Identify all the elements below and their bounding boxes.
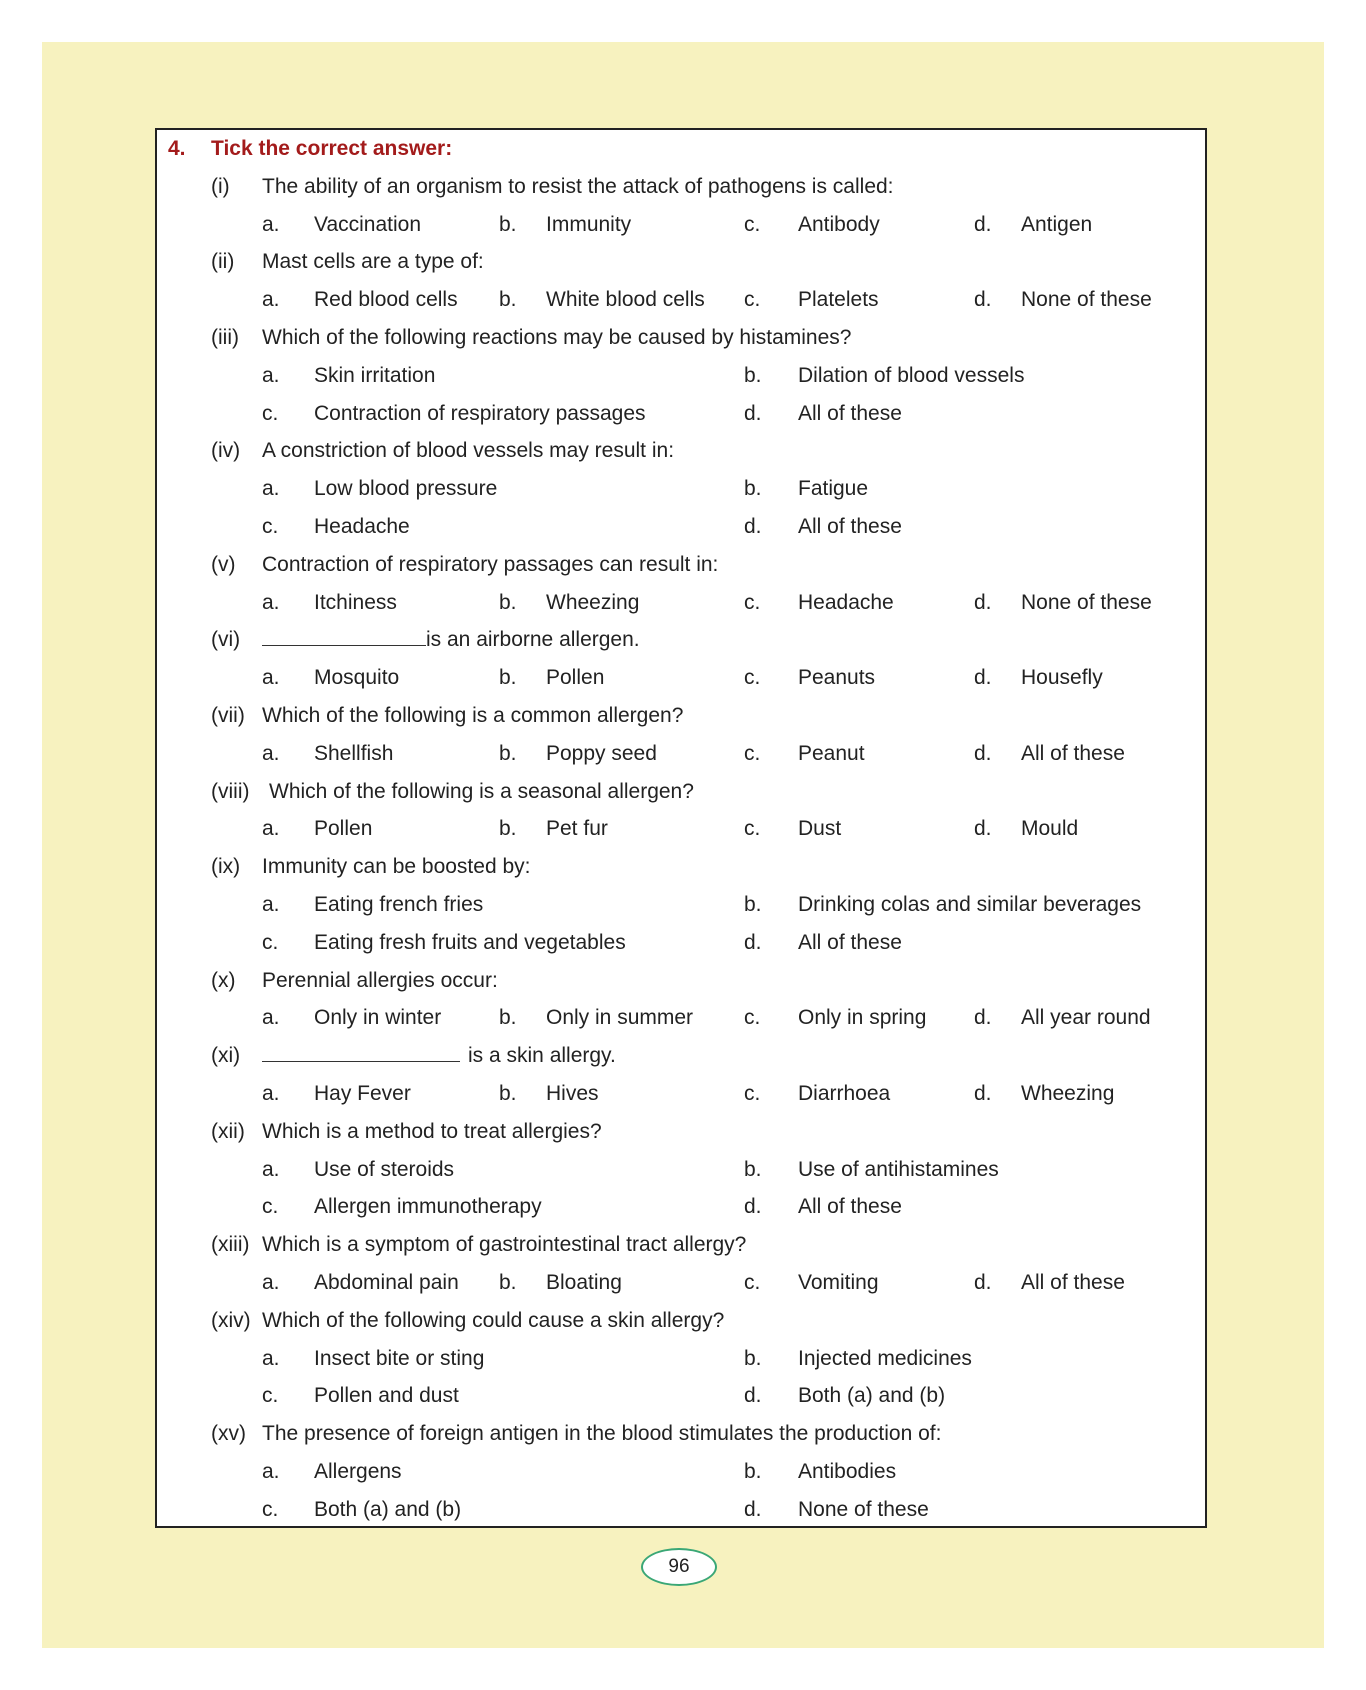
options-row <box>157 395 1205 433</box>
page-number: 96 <box>641 1548 717 1586</box>
option-letter: c. <box>744 590 761 614</box>
option-letter: d. <box>744 1497 762 1521</box>
question-number: (xi) <box>211 1044 241 1068</box>
option-letter: c. <box>744 741 761 765</box>
option-letter: a. <box>262 477 280 501</box>
options-row <box>157 659 1205 697</box>
option-letter: c. <box>744 1006 761 1030</box>
option-d[interactable]: Both (a) and (b) <box>798 1384 946 1408</box>
question-number: (iv) <box>211 439 241 463</box>
options-row <box>157 886 1205 924</box>
question-text: Which of the following could cause a skin allergy? <box>262 1308 725 1332</box>
question-text: is an airborne allergen. <box>426 628 640 652</box>
options-row <box>157 924 1205 962</box>
option-letter: c. <box>744 1271 761 1294</box>
question-8 <box>157 773 1205 811</box>
option-d[interactable]: None of these <box>1021 288 1152 312</box>
option-b[interactable]: Drinking colas and similar beverages <box>798 893 1142 916</box>
question-14 <box>157 1302 1205 1340</box>
option-a[interactable]: Shellfish <box>314 741 394 765</box>
option-a[interactable]: Allergens <box>314 1460 402 1483</box>
question-text: Which of the following is a seasonal allergen? <box>269 779 694 803</box>
options-row <box>157 357 1205 395</box>
option-letter: c. <box>262 401 279 425</box>
question-text: Immunity can be boosted by: <box>262 855 531 879</box>
option-a[interactable]: Insect bite or sting <box>314 1346 485 1370</box>
option-letter: d. <box>744 1384 762 1408</box>
option-b[interactable]: Fatigue <box>798 477 869 501</box>
question-number: (ix) <box>211 855 241 879</box>
options-row <box>157 1377 1205 1415</box>
option-letter: c. <box>262 1497 279 1521</box>
option-letter: b. <box>499 1006 517 1030</box>
question-text: The ability of an organism to resist the attack of pathogens is called: <box>262 174 894 198</box>
exercise-heading <box>157 130 1205 168</box>
question-text: Which is a symptom of gastrointestinal tract allergy? <box>262 1233 747 1257</box>
option-letter: b. <box>499 741 517 765</box>
options-row <box>157 206 1205 244</box>
option-d[interactable]: None of these <box>1021 590 1152 614</box>
options-row <box>157 810 1205 848</box>
options-row <box>157 999 1205 1037</box>
option-b[interactable]: Dilation of blood vessels <box>798 363 1025 387</box>
question-number: (iii) <box>211 326 239 349</box>
option-c[interactable]: Dust <box>798 817 842 841</box>
question-15 <box>157 1415 1205 1453</box>
option-b[interactable]: Only in summer <box>546 1006 694 1030</box>
option-a[interactable]: Hay Fever <box>314 1082 411 1105</box>
question-text-with-blank <box>262 1037 616 1075</box>
option-letter: a. <box>262 1271 280 1294</box>
option-letter: a. <box>262 590 280 614</box>
option-b[interactable]: White blood cells <box>546 288 705 312</box>
option-c[interactable]: Headache <box>314 515 410 538</box>
option-a[interactable]: Itchiness <box>314 590 397 614</box>
question-3 <box>157 319 1205 357</box>
answer-blank[interactable] <box>262 623 426 646</box>
option-b[interactable]: Use of antihistamines <box>798 1157 999 1181</box>
question-text: is a skin allergy. <box>468 1044 616 1068</box>
option-letter: b. <box>744 1157 762 1181</box>
option-letter: a. <box>262 212 280 236</box>
option-a[interactable]: Abdominal pain <box>314 1271 459 1294</box>
option-letter: d. <box>744 930 762 954</box>
question-text: A constriction of blood vessels may result in: <box>262 439 675 463</box>
option-letter: b. <box>499 1082 517 1105</box>
question-7 <box>157 697 1205 735</box>
option-letter: b. <box>744 477 762 501</box>
option-letter: b. <box>499 590 517 614</box>
option-letter: a. <box>262 1346 280 1370</box>
options-row <box>157 1340 1205 1378</box>
option-letter: a. <box>262 1157 280 1181</box>
option-letter: c. <box>744 212 761 236</box>
option-d[interactable]: Wheezing <box>1021 1082 1115 1105</box>
option-letter: c. <box>744 666 761 690</box>
option-letter: c. <box>744 288 761 312</box>
question-number: (i) <box>211 174 230 198</box>
option-letter: d. <box>974 590 992 614</box>
option-letter: a. <box>262 1460 280 1483</box>
option-c[interactable]: Both (a) and (b) <box>314 1497 462 1521</box>
options-row <box>157 1188 1205 1226</box>
question-text: Mast cells are a type of: <box>262 250 484 274</box>
exercise-box <box>155 128 1207 1528</box>
option-letter: c. <box>744 817 761 841</box>
question-13 <box>157 1226 1205 1264</box>
option-d[interactable]: All year round <box>1021 1006 1151 1030</box>
question-4 <box>157 432 1205 470</box>
option-letter: d. <box>974 1271 992 1294</box>
question-6 <box>157 621 1205 659</box>
question-number: (x) <box>211 968 236 992</box>
question-number: (ii) <box>211 250 235 274</box>
option-letter: b. <box>744 1460 762 1483</box>
option-letter: b. <box>744 893 762 916</box>
question-text: The presence of foreign antigen in the blood stimulates the production of: <box>262 1422 942 1446</box>
options-row <box>157 584 1205 622</box>
options-row <box>157 281 1205 319</box>
option-letter: a. <box>262 741 280 765</box>
options-row <box>157 1453 1205 1491</box>
option-d[interactable]: All of these <box>798 515 902 538</box>
question-number: (xv) <box>211 1422 246 1446</box>
question-number: (viii) <box>211 779 250 803</box>
option-b[interactable]: Injected medicines <box>798 1346 972 1370</box>
option-letter: d. <box>744 1195 762 1219</box>
question-12 <box>157 1113 1205 1151</box>
option-letter: b. <box>744 363 762 387</box>
option-letter: b. <box>499 288 517 312</box>
option-a[interactable]: Red blood cells <box>314 288 458 312</box>
question-text: Contraction of respiratory passages can result in: <box>262 552 719 576</box>
option-a[interactable]: Only in winter <box>314 1006 442 1030</box>
option-c[interactable]: Allergen immunotherapy <box>314 1195 542 1219</box>
option-d[interactable]: None of these <box>798 1497 929 1521</box>
options-row <box>157 470 1205 508</box>
option-letter: a. <box>262 1082 280 1105</box>
option-letter: a. <box>262 817 280 841</box>
question-5 <box>157 546 1205 584</box>
option-a[interactable]: Use of steroids <box>314 1157 455 1181</box>
option-a[interactable]: Mosquito <box>314 666 400 690</box>
option-letter: c. <box>262 1384 279 1408</box>
question-text: Which of the following reactions may be caused by histamines? <box>262 326 852 349</box>
option-b[interactable]: Immunity <box>546 212 632 236</box>
option-c[interactable]: Headache <box>798 590 894 614</box>
option-letter: a. <box>262 893 280 916</box>
option-a[interactable]: Vaccination <box>314 212 422 236</box>
option-c[interactable]: Pollen and dust <box>314 1384 459 1408</box>
option-letter: d. <box>744 401 762 425</box>
question-number: (xii) <box>211 1119 245 1143</box>
option-c[interactable]: Only in spring <box>798 1006 927 1030</box>
question-text: Which of the following is a common allergen? <box>262 704 684 727</box>
option-letter: b. <box>744 1346 762 1370</box>
option-letter: c. <box>262 515 279 538</box>
option-letter: b. <box>499 817 517 841</box>
option-d[interactable]: All of these <box>798 401 902 425</box>
question-2 <box>157 243 1205 281</box>
option-letter: d. <box>974 212 992 236</box>
options-row <box>157 1151 1205 1189</box>
question-10 <box>157 962 1205 1000</box>
option-b[interactable]: Poppy seed <box>546 741 657 765</box>
option-a[interactable]: Eating french fries <box>314 893 484 916</box>
option-b[interactable]: Pollen <box>546 666 605 690</box>
option-letter: a. <box>262 1006 280 1030</box>
option-d[interactable]: All of these <box>1021 1271 1125 1294</box>
option-letter: d. <box>974 288 992 312</box>
option-letter: c. <box>262 930 279 954</box>
option-letter: a. <box>262 666 280 690</box>
section-number: 4. <box>168 137 186 160</box>
options-row <box>157 508 1205 546</box>
option-d[interactable]: Mould <box>1021 817 1079 841</box>
option-b[interactable]: Bloating <box>546 1271 622 1294</box>
option-a[interactable]: Skin irritation <box>314 363 436 387</box>
question-11 <box>157 1037 1205 1075</box>
option-letter: b. <box>499 666 517 690</box>
option-c[interactable]: Peanuts <box>798 666 876 690</box>
options-row <box>157 735 1205 773</box>
question-1 <box>157 168 1205 206</box>
options-row <box>157 1075 1205 1113</box>
option-c[interactable]: Vomiting <box>798 1271 879 1294</box>
option-c[interactable]: Platelets <box>798 288 879 312</box>
option-letter: d. <box>974 1082 992 1105</box>
option-c[interactable]: Contraction of respiratory passages <box>314 401 646 425</box>
option-b[interactable]: Pet fur <box>546 817 608 841</box>
option-letter: a. <box>262 363 280 387</box>
option-letter: d. <box>974 666 992 690</box>
option-letter: d. <box>974 741 992 765</box>
option-letter: b. <box>499 1271 517 1294</box>
question-text: Perennial allergies occur: <box>262 968 498 992</box>
question-number: (vii) <box>211 704 245 727</box>
option-letter: b. <box>499 212 517 236</box>
question-number: (xiii) <box>211 1233 250 1257</box>
option-c[interactable]: Diarrhoea <box>798 1082 891 1105</box>
option-letter: d. <box>974 1006 992 1030</box>
option-d[interactable]: Antigen <box>1021 212 1093 236</box>
answer-blank[interactable] <box>262 1039 460 1062</box>
option-d[interactable]: All of these <box>1021 741 1125 765</box>
question-number: (xiv) <box>211 1308 251 1332</box>
option-letter: d. <box>744 515 762 538</box>
options-row <box>157 1264 1205 1302</box>
option-c[interactable]: Eating fresh fruits and vegetables <box>314 930 626 954</box>
question-number: (vi) <box>211 628 241 652</box>
option-a[interactable]: Low blood pressure <box>314 477 498 501</box>
option-a[interactable]: Pollen <box>314 817 373 841</box>
option-d[interactable]: All of these <box>798 1195 902 1219</box>
question-number: (v) <box>211 552 236 576</box>
option-letter: d. <box>974 817 992 841</box>
option-letter: a. <box>262 288 280 312</box>
option-b[interactable]: Hives <box>546 1082 599 1105</box>
question-text-with-blank <box>262 621 640 659</box>
option-b[interactable]: Wheezing <box>546 590 640 614</box>
option-letter: c. <box>744 1082 761 1105</box>
option-c[interactable]: Antibody <box>798 212 880 236</box>
question-text: Which is a method to treat allergies? <box>262 1119 602 1143</box>
option-c[interactable]: Peanut <box>798 741 865 765</box>
question-9 <box>157 848 1205 886</box>
option-d[interactable]: All of these <box>798 930 902 954</box>
option-b[interactable]: Antibodies <box>798 1460 897 1483</box>
section-title: Tick the correct answer: <box>211 137 453 160</box>
option-letter: c. <box>262 1195 279 1219</box>
option-d[interactable]: Housefly <box>1021 666 1103 690</box>
options-row <box>157 1491 1205 1529</box>
